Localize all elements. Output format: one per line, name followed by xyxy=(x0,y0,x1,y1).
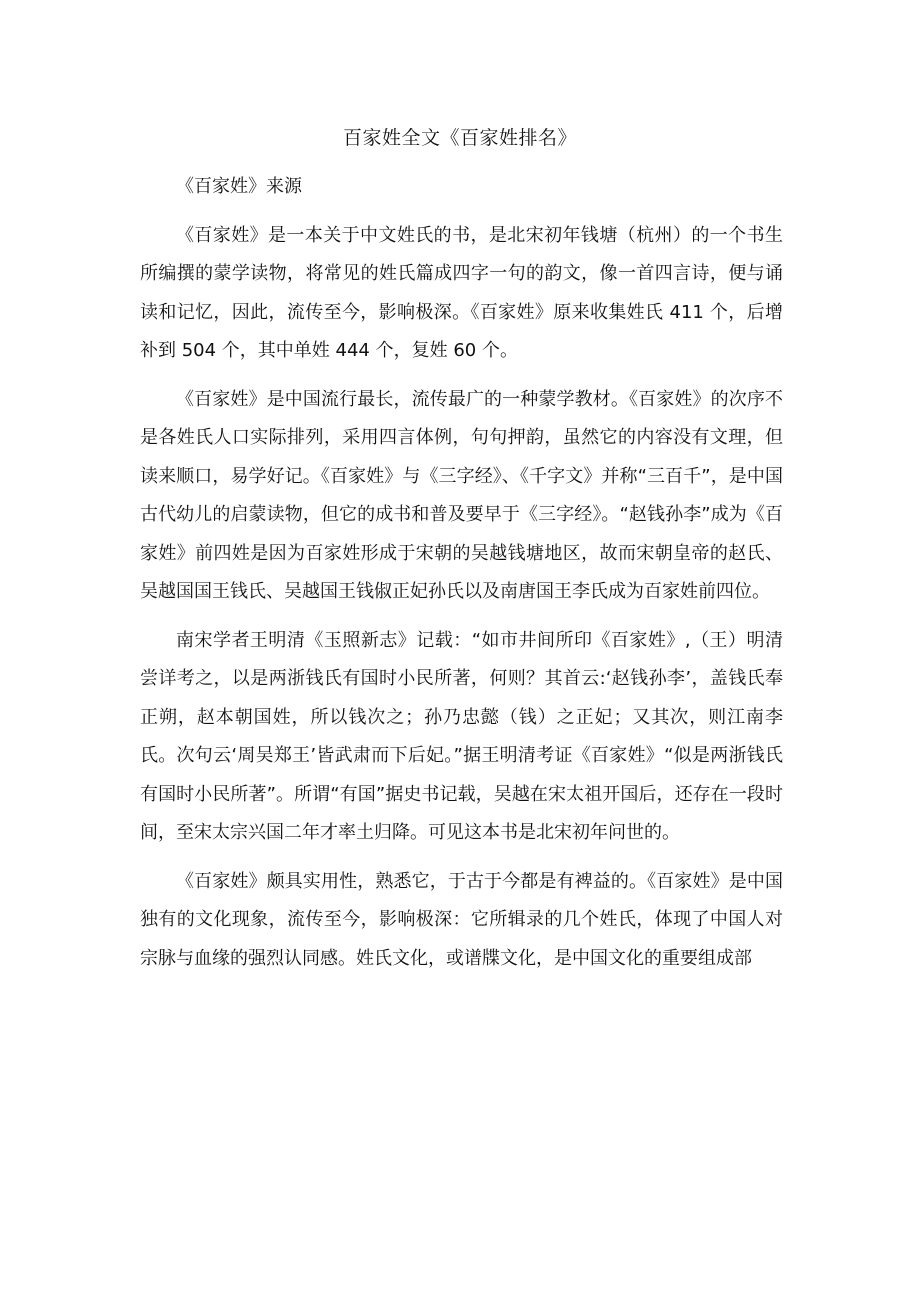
document-body xyxy=(140,168,783,988)
paragraph-popularity: 《百家姓》是中国流行最长，流传最广的一种蒙学教材。《百家姓》的次序不是各姓氏人口实际排列，采用四言体例，句句押韵，虽然它的内容没有文理，但读来顺口，易学好记。《百家姓》与《三字经》、《千字文》并称“三百千”，是中国古代幼儿的启蒙读物，但它的成书和普及要早于《三字经》。“赵钱孙李”成为《百家姓》前四姓是因为百家姓形成于宋朝的吴越钱塘地区，故而宋朝皇帝的赵氏、吴越国国王钱氏、吴越国王钱俶正妃孙氏以及南唐国王李氏成为百家姓前四位。 xyxy=(140,388,783,602)
paragraph-origin: 《百家姓》是一本关于中文姓氏的书，是北宋初年钱塘（杭州）的一个书生所编撰的蒙学读物，将常见的姓氏篇成四字一句的韵文，像一首四言诗，便与诵读和记忆，因此，流传至今，影响极深。《百家姓》原来收集姓氏 411 个，后增补到 504 个，其中单姓 444 个，复姓 60 个。 xyxy=(140,224,783,361)
document-title: 百家姓全文《百家姓排名》 xyxy=(342,127,577,149)
section-heading: 《百家姓》来源 xyxy=(176,176,302,197)
paragraph-historical-record: 南宋学者王明清《玉照新志》记载：“如市井间所印《百家姓》,（王）明清尝详考之，以是两浙钱氏有国时小民所著，何则？其首云:‘赵钱孙李’，盖钱氏奉正朔，赵本朝国姓，所以钱次之；孙乃忠懿（钱）之正妃；又其次，则江南李氏。次句云‘周吴郑王’皆武肃而下后妃。”据王明清考证《百家姓》“似是两浙钱氏有国时小民所著”。所谓“有国”据史书记载，吴越在宋太祖开国后，还存在一段时间，至宋太宗兴国二年才率土归降。可见这本书是北宋初年问世的。 xyxy=(140,629,783,843)
paragraph-practicality: 《百家姓》颇具实用性，熟悉它，于古于今都是有裨益的。《百家姓》是中国独有的文化现象，流传至今，影响极深：它所辑录的几个姓氏，体现了中国人对宗脉与血缘的强烈认同感。姓氏文化，或谱牒文化，是中国文化的重要组成部 xyxy=(140,870,783,969)
